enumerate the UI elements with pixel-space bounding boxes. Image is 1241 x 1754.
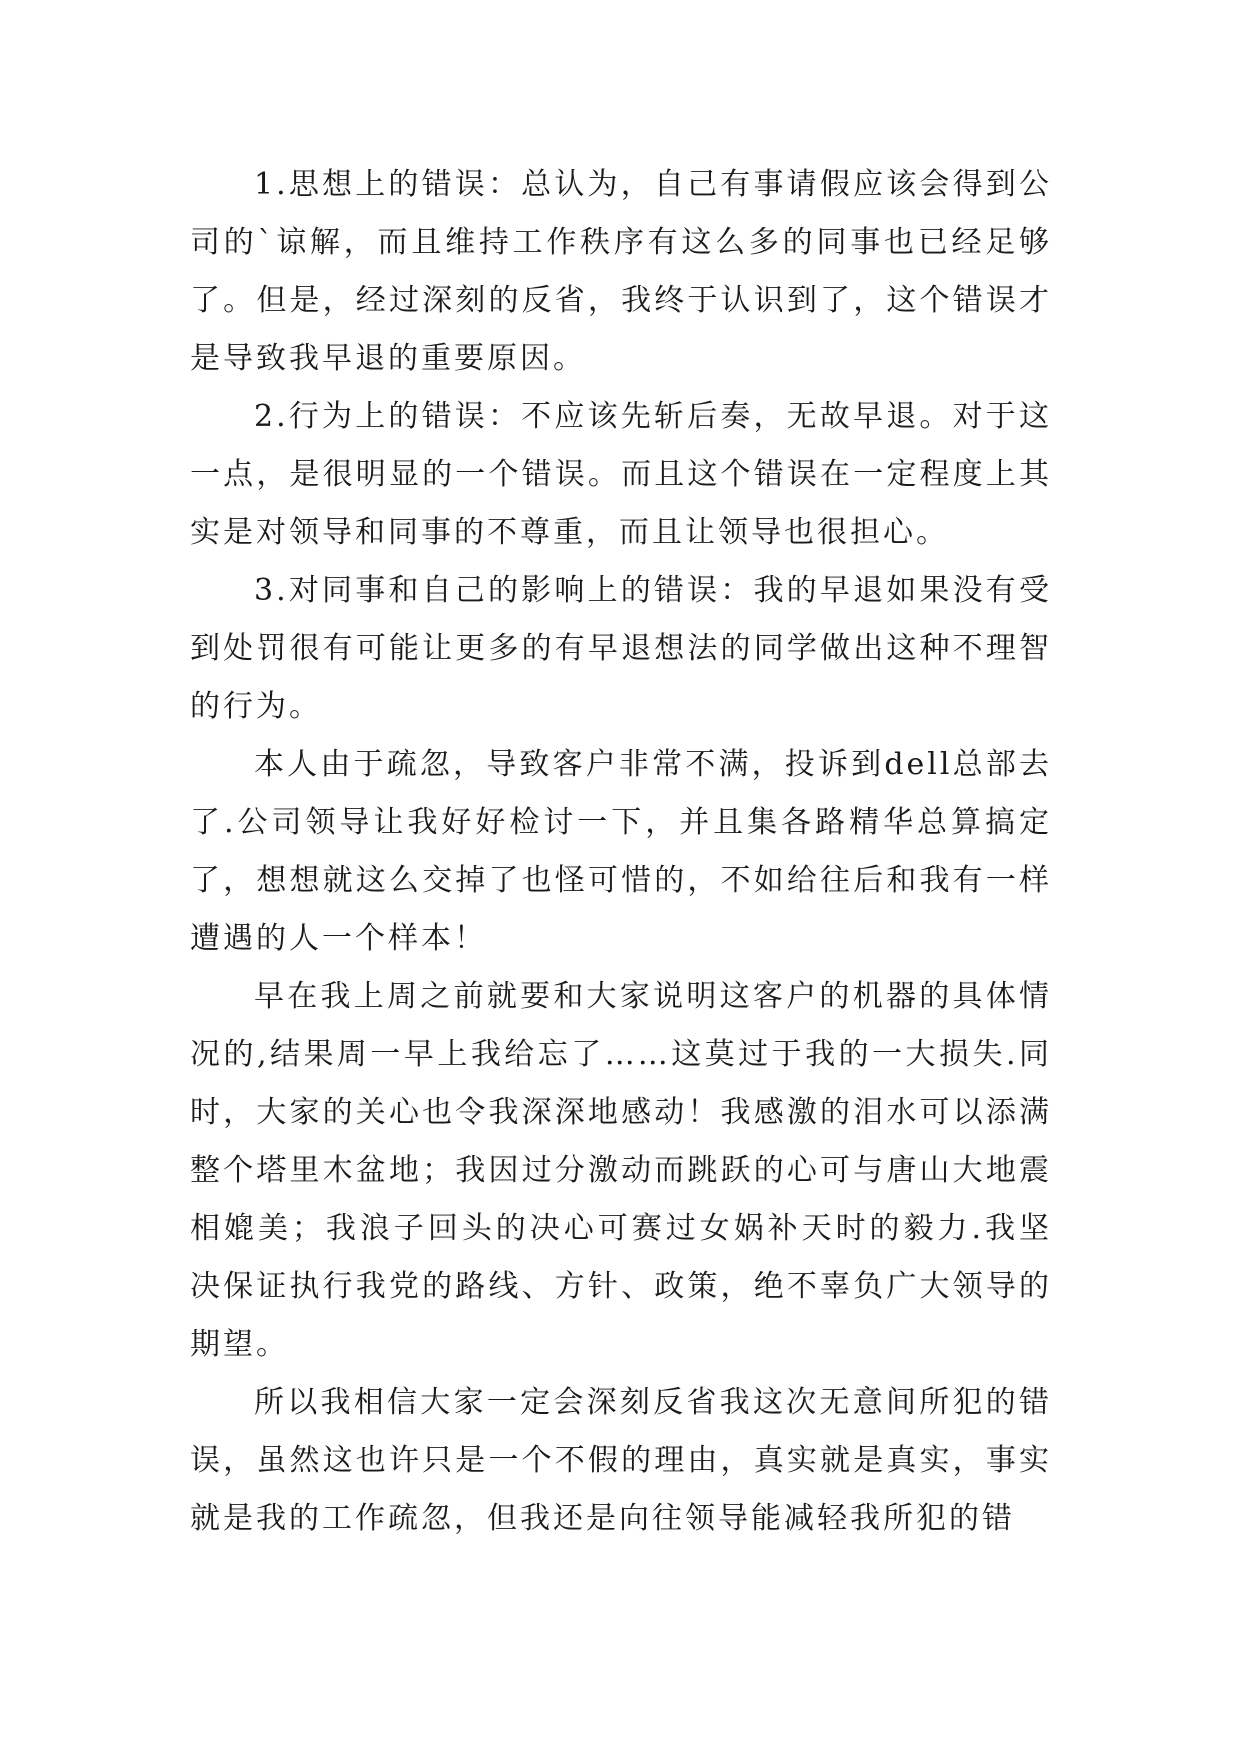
paragraph-5: 早在我上周之前就要和大家说明这客户的机器的具体情况的,结果周一早上我给忘了……这莫过于我的一大损失.同时，大家的关心也令我深深地感动！我感激的泪水可以添满整个塔里木盆地；我因过分激动而跳跃的心可与唐山大地震相媲美；我浪子回头的决心可赛过女娲补天时的毅力.我坚决保证执行我党的路线、方针、政策，绝不辜负广大领导的期望。 (190, 979, 1052, 1362)
document-page (190, 156, 1052, 1548)
paragraph-6: 所以我相信大家一定会深刻反省我这次无意间所犯的错误，虽然这也许只是一个不假的理由，真实就是真实，事实就是我的工作疏忽，但我还是向往领导能减轻我所犯的错 (190, 1385, 1052, 1536)
paragraph-4: 本人由于疏忽，导致客户非常不满，投诉到dell总部去了.公司领导让我好好检讨一下，并且集各路精华总算搞定了，想想就这么交掉了也怪可惜的，不如给往后和我有一样遭遇的人一个样本！ (190, 747, 1052, 956)
paragraph-3: 3.对同事和自己的影响上的错误：我的早退如果没有受到处罚很有可能让更多的有早退想法的同学做出这种不理智的行为。 (190, 573, 1052, 724)
paragraph-2: 2.行为上的错误：不应该先斩后奏，无故早退。对于这一点，是很明显的一个错误。而且这个错误在一定程度上其实是对领导和同事的不尊重，而且让领导也很担心。 (190, 399, 1052, 550)
paragraph-1: 1.思想上的错误：总认为，自己有事请假应该会得到公司的`谅解，而且维持工作秩序有这么多的同事也已经足够了。但是，经过深刻的反省，我终于认识到了，这个错误才是导致我早退的重要原因。 (190, 167, 1052, 376)
